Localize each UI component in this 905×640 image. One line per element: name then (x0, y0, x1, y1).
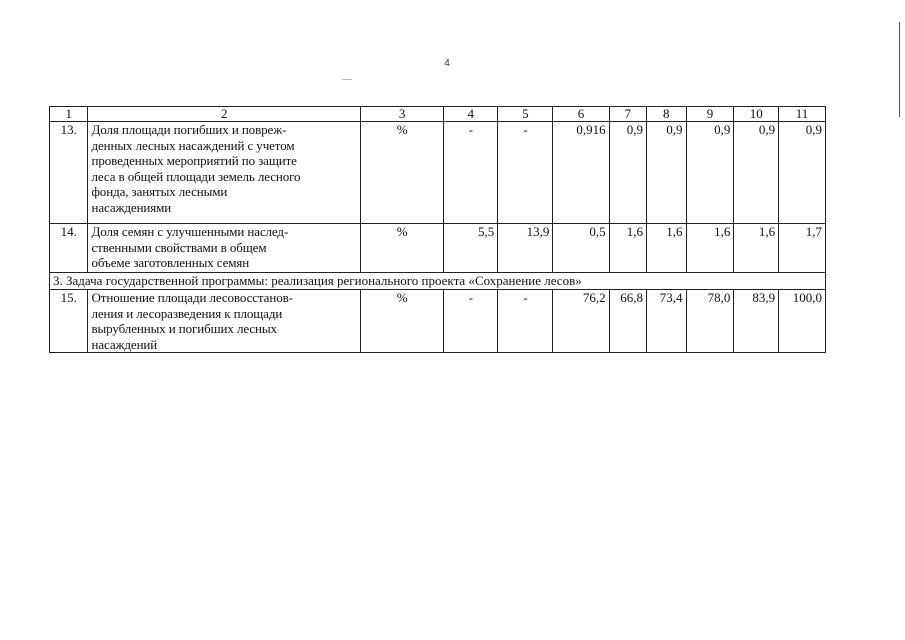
row-number: 13. (50, 122, 88, 224)
unit-cell: % (361, 224, 444, 273)
indicator-name (88, 122, 361, 224)
row-number: 14. (50, 224, 88, 273)
table-row (50, 224, 826, 273)
value-cell: - (444, 122, 498, 224)
value-cell: 0,9 (734, 122, 779, 224)
value-cell: 83,9 (734, 290, 779, 353)
value-cell: 73,4 (647, 290, 687, 353)
value-cell: 0,5 (553, 224, 609, 273)
value-cell: 1,6 (647, 224, 687, 273)
header-cell: 4 (444, 107, 498, 122)
header-cell: 9 (686, 107, 734, 122)
section-title: 3. Задача государственной программы: реализация регионального проекта «Сохранение лесов» (50, 273, 826, 290)
indicator-name-line: денных лесных насаждений с учетом (91, 137, 295, 153)
table-row (50, 290, 826, 353)
indicator-name-line: проведенных мероприятий по защите (91, 153, 297, 168)
value-cell: 0,916 (553, 122, 609, 224)
indicator-name-line: леса в общей площади земель лесного (91, 168, 301, 184)
value-cell: 1,6 (686, 224, 734, 273)
value-cell: 78,0 (686, 290, 734, 353)
header-cell: 8 (647, 107, 687, 122)
header-cell: 5 (498, 107, 553, 122)
value-cell: 100,0 (779, 290, 826, 353)
value-cell: 0,9 (779, 122, 826, 224)
value-cell: 66,8 (609, 290, 646, 353)
value-cell: 0,9 (609, 122, 646, 224)
header-cell: 3 (361, 107, 444, 122)
header-cell: 7 (609, 107, 646, 122)
value-cell: 13,9 (498, 224, 553, 273)
value-cell: 5,5 (444, 224, 498, 273)
indicator-name-line: фонда, занятых лесными (91, 184, 228, 199)
indicator-name (88, 224, 361, 273)
value-cell: - (498, 290, 553, 353)
value-cell: 1,6 (734, 224, 779, 273)
indicator-name-line: Отношение площади лесовосстанов- (91, 290, 293, 305)
header-cell: 1 (50, 107, 88, 122)
indicator-name-line: насаждениями (91, 199, 172, 215)
indicator-name-line: насаждений (91, 336, 158, 352)
indicator-name-line: ственными свойствами в общем (91, 239, 267, 255)
header-cell: 11 (779, 107, 826, 122)
value-cell: 0,9 (647, 122, 687, 224)
page-number: 4 (444, 58, 450, 69)
scan-margin-line (899, 22, 900, 117)
value-cell: 0,9 (686, 122, 734, 224)
row-number: 15. (50, 290, 88, 353)
header-cell: 6 (553, 107, 609, 122)
value-cell: 76,2 (553, 290, 609, 353)
indicator-name (88, 290, 361, 353)
scan-artifact (342, 79, 352, 80)
unit-cell: % (361, 122, 444, 224)
indicator-name-line: объеме заготовленных семян (91, 255, 250, 270)
table-row (50, 122, 826, 224)
unit-cell: % (361, 290, 444, 353)
indicator-name-line: Доля площади погибших и повреж- (91, 122, 287, 137)
indicator-name-line: Доля семян с улучшенными наслед- (91, 224, 289, 239)
header-cell: 10 (734, 107, 779, 122)
header-cell: 2 (88, 107, 361, 122)
value-cell: - (498, 122, 553, 224)
indicator-name-line: ления и лесоразведения к площади (91, 305, 283, 321)
value-cell: 1,6 (609, 224, 646, 273)
indicator-name-line: вырубленных и погибших лесных (91, 321, 277, 336)
indicators-table (49, 106, 826, 353)
section-row (50, 273, 826, 290)
value-cell: - (444, 290, 498, 353)
value-cell: 1,7 (779, 224, 826, 273)
table-header-row (50, 107, 826, 122)
